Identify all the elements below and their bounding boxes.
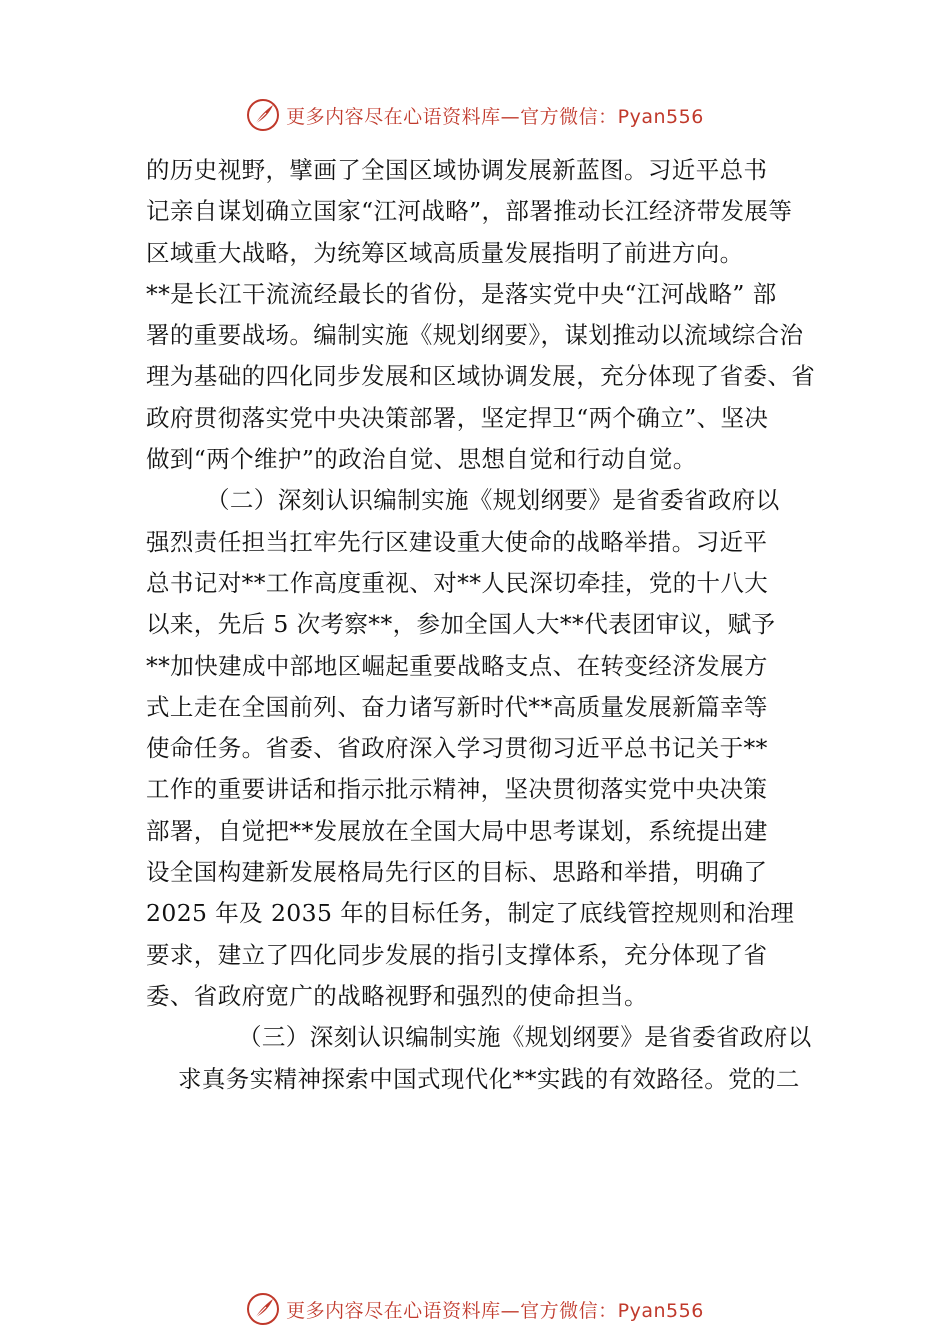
- paragraph-1: [146, 150, 818, 274]
- feather-logo-icon: [246, 98, 280, 132]
- header-watermark: [0, 95, 950, 135]
- text-line: 政府贯彻落实党中央决策部署，坚定捍卫“两个确立”、坚决: [146, 403, 769, 432]
- text-line: 记亲自谋划确立国家“江河战略”，部署推动长江经济带发展等: [146, 197, 793, 226]
- document-body: [146, 150, 818, 1100]
- text-line: 总书记对**工作高度重视、对**人民深切牵挂，党的十八大: [146, 568, 769, 597]
- watermark-text: 更多内容尽在心语资料库—官方微信：Pyan556: [286, 1299, 704, 1322]
- text-line: 委、省政府宽广的战略视野和强烈的使命担当。: [146, 981, 648, 1010]
- text-line: 求真务实精神探索中国式现代化**实践的有效路径。党的二: [178, 1064, 800, 1093]
- text-line: 部署，自觉把**发展放在全国大局中思考谋划，系统提出建: [146, 816, 768, 845]
- footer-watermark: [0, 1289, 950, 1329]
- feather-logo-icon: [246, 1292, 280, 1326]
- text-line: 的历史视野，擘画了全国区域协调发展新蓝图。习近平总书: [146, 156, 768, 184]
- paragraph-4: [146, 1017, 818, 1100]
- text-line: 式上走在全国前列、奋力诸写新时代**高质量发展新篇幸等: [146, 692, 768, 721]
- text-line: 要求，建立了四化同步发展的指引支撑体系，充分体现了省: [146, 940, 768, 969]
- section-heading-3: （三）深刻认识编制实施《规划纲要》是省委省政府以: [238, 1023, 812, 1052]
- text-line: 工作的重要讲话和指示批示精神，坚决贯彻落实党中央决策: [146, 775, 768, 804]
- text-line: 做到“两个维护”的政治自觉、思想自觉和行动自觉。: [146, 445, 697, 474]
- text-line: 署的重要战场。编制实施《规划纲要》，谋划推动以流域综合治: [146, 321, 804, 350]
- section-heading-2: （二）深刻认识编制实施《规划纲要》是省委省政府以: [206, 486, 780, 515]
- paragraph-3: [146, 480, 818, 1017]
- text-line: 以来，先后 5 次考察**，参加全国人大**代表团审议，赋予: [146, 610, 776, 639]
- text-line: 理为基础的四化同步发展和区域协调发展，充分体现了省委、省: [146, 362, 816, 391]
- watermark-text: 更多内容尽在心语资料库—官方微信：Pyan556: [286, 105, 704, 128]
- paragraph-2: [146, 274, 818, 480]
- text-line: **是长江干流流经最长的省份，是落实党中央“江河战略” 部: [146, 279, 777, 308]
- text-line: 使命任务。省委、省政府深入学习贯彻习近平总书记关于**: [146, 734, 768, 763]
- text-line: 区域重大战略，为统筹区域高质量发展指明了前进方向。: [146, 238, 744, 267]
- text-line: **加快建成中部地区崛起重要战略支点、在转变经济发展方: [146, 651, 768, 680]
- text-line: 强烈责任担当扛牢先行区建设重大使命的战略举措。习近平: [146, 527, 768, 556]
- text-line: 设全国构建新发展格局先行区的目标、思路和举措，明确了: [146, 858, 768, 887]
- text-line: 2025 年及 2035 年的目标任务，制定了底线管控规则和治理: [146, 899, 795, 928]
